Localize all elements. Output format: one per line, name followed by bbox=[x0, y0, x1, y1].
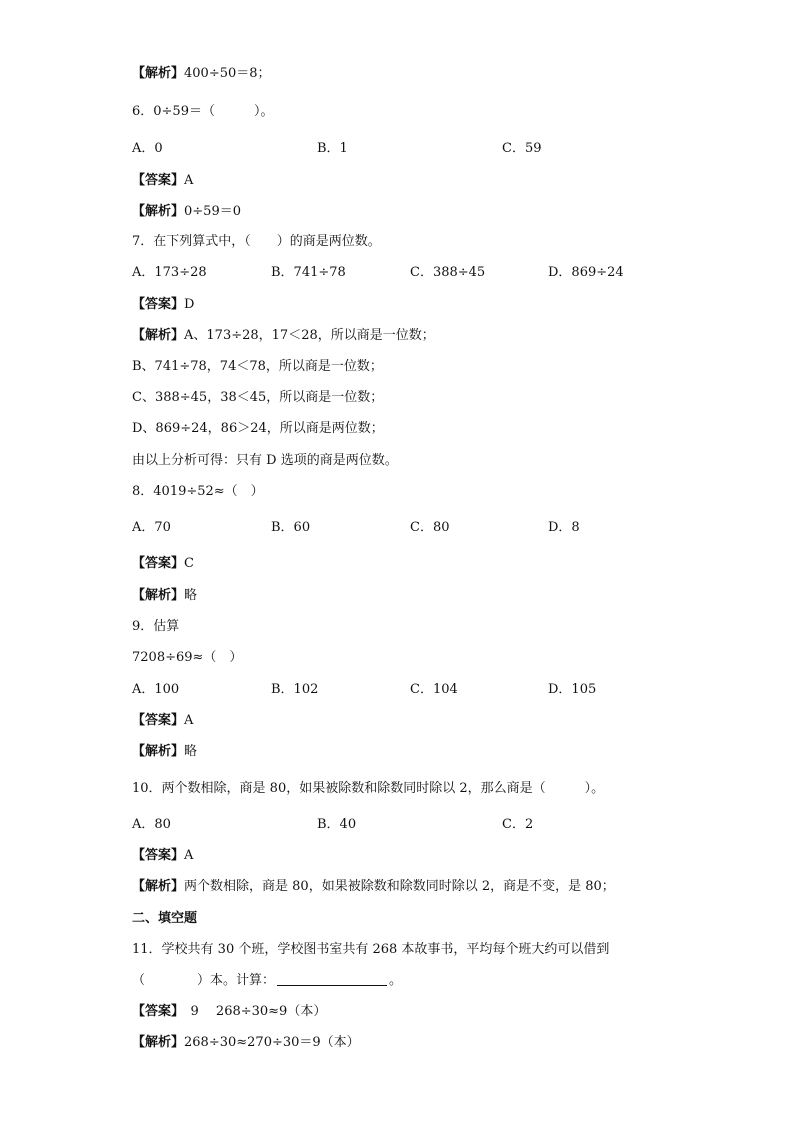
q9-option-c: C．104 bbox=[410, 682, 458, 697]
q7-analysis-line-3: C、388÷45，38＜45，所以商是一位数； bbox=[132, 390, 384, 405]
q10-option-a: A．80 bbox=[132, 817, 171, 832]
q9-stem: 9．估算 bbox=[132, 619, 180, 634]
q8-answer: 【答案】C bbox=[132, 556, 194, 571]
q7-analysis-line-2: B、741÷78，74＜78，所以商是一位数； bbox=[132, 359, 383, 374]
q9-expression: 7208÷69≈（ ） bbox=[132, 650, 243, 665]
q8-option-a: A．70 bbox=[132, 520, 171, 535]
q9-answer: 【答案】A bbox=[132, 713, 194, 728]
q7-answer: 【答案】D bbox=[132, 297, 195, 312]
q6-option-b: B．1 bbox=[317, 141, 348, 156]
q8-option-b: B．60 bbox=[271, 520, 311, 535]
q6-stem: 6．0÷59＝（ ）。 bbox=[132, 104, 274, 119]
q6-option-a: A．0 bbox=[132, 141, 163, 156]
q7-stem: 7．在下列算式中，（ ）的商是两位数。 bbox=[132, 234, 381, 249]
q7-option-a: A．173÷28 bbox=[132, 265, 207, 280]
q11-analysis: 【解析】268÷30≈270÷30＝9（本） bbox=[132, 1035, 360, 1050]
q10-analysis: 【解析】两个数相除，商是 80，如果被除数和除数同时除以 2，商是不变，是 80； bbox=[132, 879, 615, 894]
q8-stem: 8．4019÷52≈（ ） bbox=[132, 484, 264, 499]
q8-analysis: 【解析】略 bbox=[132, 588, 198, 603]
q11-blank[interactable] bbox=[277, 973, 387, 986]
section-title: 二、填空题 bbox=[132, 911, 198, 926]
q9-analysis: 【解析】略 bbox=[132, 744, 198, 759]
q10-stem: 10．两个数相除，商是 80，如果被除数和除数同时除以 2，那么商是（ ）。 bbox=[132, 781, 605, 796]
q6-answer: 【答案】A bbox=[132, 173, 194, 188]
q6-analysis: 【解析】0÷59＝0 bbox=[132, 204, 241, 219]
q7-analysis-line-1: 【解析】A、173÷28，17＜28，所以商是一位数； bbox=[132, 328, 435, 343]
q7-analysis-line-4: D、869÷24，86＞24，所以商是两位数； bbox=[132, 421, 384, 436]
q9-option-a: A．100 bbox=[132, 682, 180, 697]
q5-analysis: 【解析】400÷50＝8； bbox=[132, 66, 271, 81]
q11-stem: 11．学校共有 30 个班，学校图书室共有 268 本故事书，平均每个班大约可以借到 bbox=[132, 942, 610, 957]
q10-option-c: C．2 bbox=[502, 817, 534, 832]
q10-answer: 【答案】A bbox=[132, 848, 194, 863]
q11-stem-line-2: （ ）本。计算： 。 bbox=[132, 973, 403, 988]
q7-option-d: D．869÷24 bbox=[548, 265, 624, 280]
q11-answer: 【答案】 9 268÷30≈9（本） bbox=[132, 1004, 327, 1019]
q7-option-c: C．388÷45 bbox=[410, 265, 486, 280]
q7-option-b: B．741÷78 bbox=[271, 265, 346, 280]
q8-option-d: D．8 bbox=[548, 520, 580, 535]
q9-option-b: B．102 bbox=[271, 682, 319, 697]
q8-option-c: C．80 bbox=[410, 520, 450, 535]
q10-option-b: B．40 bbox=[317, 817, 357, 832]
q6-option-c: C．59 bbox=[502, 141, 542, 156]
q9-option-d: D．105 bbox=[548, 682, 597, 697]
q7-analysis-line-5: 由以上分析可得：只有 D 选项的商是两位数。 bbox=[132, 453, 398, 468]
